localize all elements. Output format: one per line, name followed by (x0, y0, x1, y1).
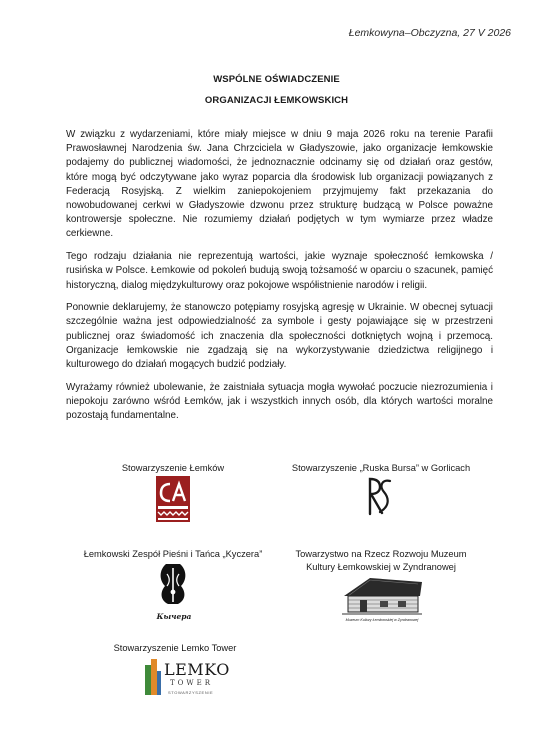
signatory-name-stowarzyszenie-lemkow: Stowarzyszenie Łemków (121, 463, 225, 473)
lemko-tower-logo-word: LEMKO (164, 660, 230, 679)
document-subtitle: ORGANIZACJI ŁEMKOWSKICH (204, 95, 349, 106)
signatory-name-line: Kultury Łemkowskiej w Zyndranowej (306, 561, 456, 572)
muzeum-logo-caption: Muzeum Kultury Łemkowskiej w Zyndranowej (345, 618, 419, 622)
signatory-name-ruska-bursa: Stowarzyszenie „Ruska Bursa” w Gorlicach (291, 463, 471, 473)
paragraph: Tego rodzaju działania nie reprezentują wartości, jakie wyznaje społeczność łemkowska / rusińska w Polsce. Łemkowie od pokoleń budują swoją tożsamość w oparciu o szacunek, pamięć historyczną, dialog międzykulturowy oraz pokojowe współistnienie narodów i religii. (66, 251, 493, 291)
lemko-tower-icon (144, 657, 162, 697)
paragraph: W związku z wydarzeniami, które miały miejsce w dniu 9 maja 2026 roku na terenie Parafii Prawosławnej Narodzenia św. Jana Chrzciciela w Gładyszowie, jako organizacje łemkowskie podajemy do publicznej wiadomości, że jednoznacznie odcinamy się od działań oraz gestów, które mogą być odczytywane jako wyraz poparcia dla środowisk lub organizacji powiązanych z Federacją Rosyjską. Z wielkim zaniepokojeniem przyjmujemy fakt przekazania do nowobudowanej cerkwi w Gładyszowie dzwonu przez strukturę budzącą w Polsce poważne kontrowersje społeczne. Nie rozumiemy działań podjętych w tym wymiarze przez władze cerkiewne. (66, 129, 493, 240)
kyczera-logo (152, 562, 196, 614)
muzeum-zyndranowa-logo (340, 574, 424, 618)
lemko-tower-logo-small: STOWARZYSZENIE (168, 690, 214, 695)
ruska-bursa-logo (366, 476, 394, 516)
document-title: WSPÓLNE OŚWIADCZENIE (213, 74, 340, 85)
signatory-name-line: Towarzystwo na Rzecz Rozwoju Muzeum (295, 549, 467, 559)
signatory-name-kyczera: Łemkowski Zespół Pieśni i Tańca „Kyczera” (83, 549, 263, 559)
statement-body (66, 128, 493, 432)
signatory-name-lemko-tower: Stowarzyszenie Lemko Tower (113, 643, 237, 653)
paragraph: Ponownie deklarujemy, że stanowczo potępiamy rosyjską agresję w Ukrainie. W obecnej sytuacji szczególnie ważna jest odpowiedzialność za symbole i gesty pojawiające się w przestrzeni publicznej oraz świadomość ich znaczenia dla społeczności dotkniętych wojną i przemocą. Organizacje łemkowskie nie zgadzają się na wykorzystywanie dziedzictwa religijnego i kulturowego do działań mogących budzić podziały. (66, 302, 493, 371)
paragraph: Wyrażamy również ubolewanie, że zaistniała sytuacja mogła wywołać poczucie niezrozumienia i niepokoju zarówno wśród Łemków, jak i wszystkich innych osób, dla których wartości moralne pozostają fundamentalne. (66, 381, 493, 422)
signatory-name-muzeum-zyndranowa (282, 548, 480, 573)
stowarzyszenie-lemkow-logo (156, 476, 190, 522)
dateline: Łemkowyna–Obczyzna, 27 V 2026 (348, 27, 511, 39)
lemko-tower-logo-sub: TOWER (170, 679, 213, 687)
kyczera-logo-text: Кычера (156, 612, 192, 621)
